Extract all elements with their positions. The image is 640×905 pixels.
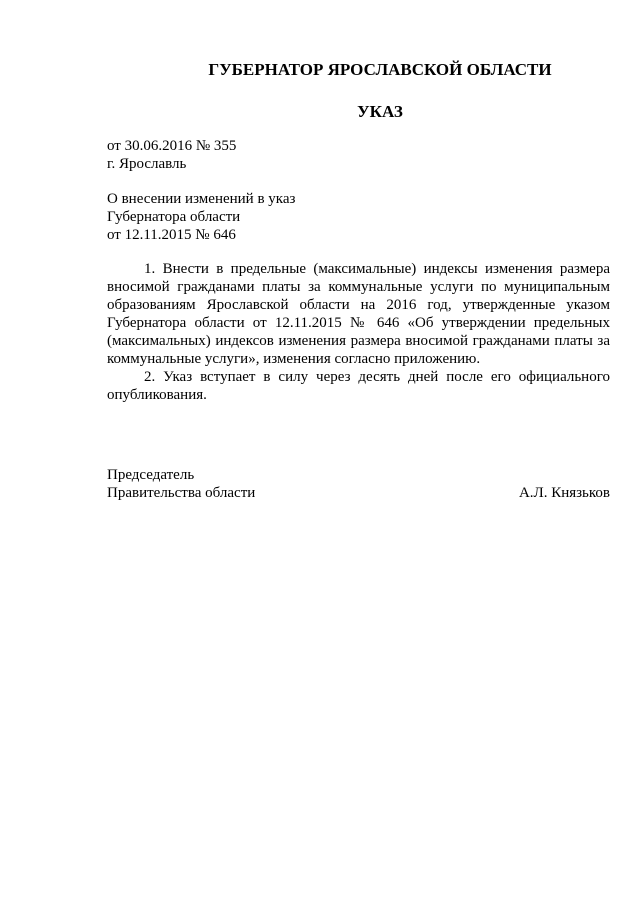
city-line: г. Ярославль (107, 156, 187, 172)
document-authority-heading: ГУБЕРНАТОР ЯРОСЛАВСКОЙ ОБЛАСТИ (208, 60, 552, 79)
subject-line-2: Губернатора области (107, 209, 241, 225)
date-number-line: от 30.06.2016 № 355 (107, 138, 237, 154)
signatory-position (107, 466, 255, 502)
body-paragraph-1: 1. Внести в предельные (максимальные) индексы изменения размера вносимой гражданами платы за коммунальные услуги по муниципальным образованиям Ярославской области на 2016 год, утвержденные указом Губернатора области от 12.11.2015 № 646 «Об утверждении предельных (максимальных) индексов изменения размера вносимой гражданами платы за коммунальные услуги», изменения согласно приложению. (107, 261, 610, 367)
subject-line-3: от 12.11.2015 № 646 (107, 227, 236, 243)
signatory-name: А.Л. Князьков (518, 485, 610, 501)
document-type-heading: УКАЗ (357, 102, 403, 121)
body-paragraph-2: 2. Указ вступает в силу через десять дней после его официального опубликования. (107, 369, 610, 403)
document-body (107, 260, 610, 404)
signatory-position-line-1: Председатель (107, 467, 195, 483)
document-subject (107, 190, 295, 244)
document-meta (107, 137, 236, 173)
signatory-position-line-2: Правительства области (107, 485, 256, 501)
subject-line-1: О внесении изменений в указ (107, 191, 296, 207)
